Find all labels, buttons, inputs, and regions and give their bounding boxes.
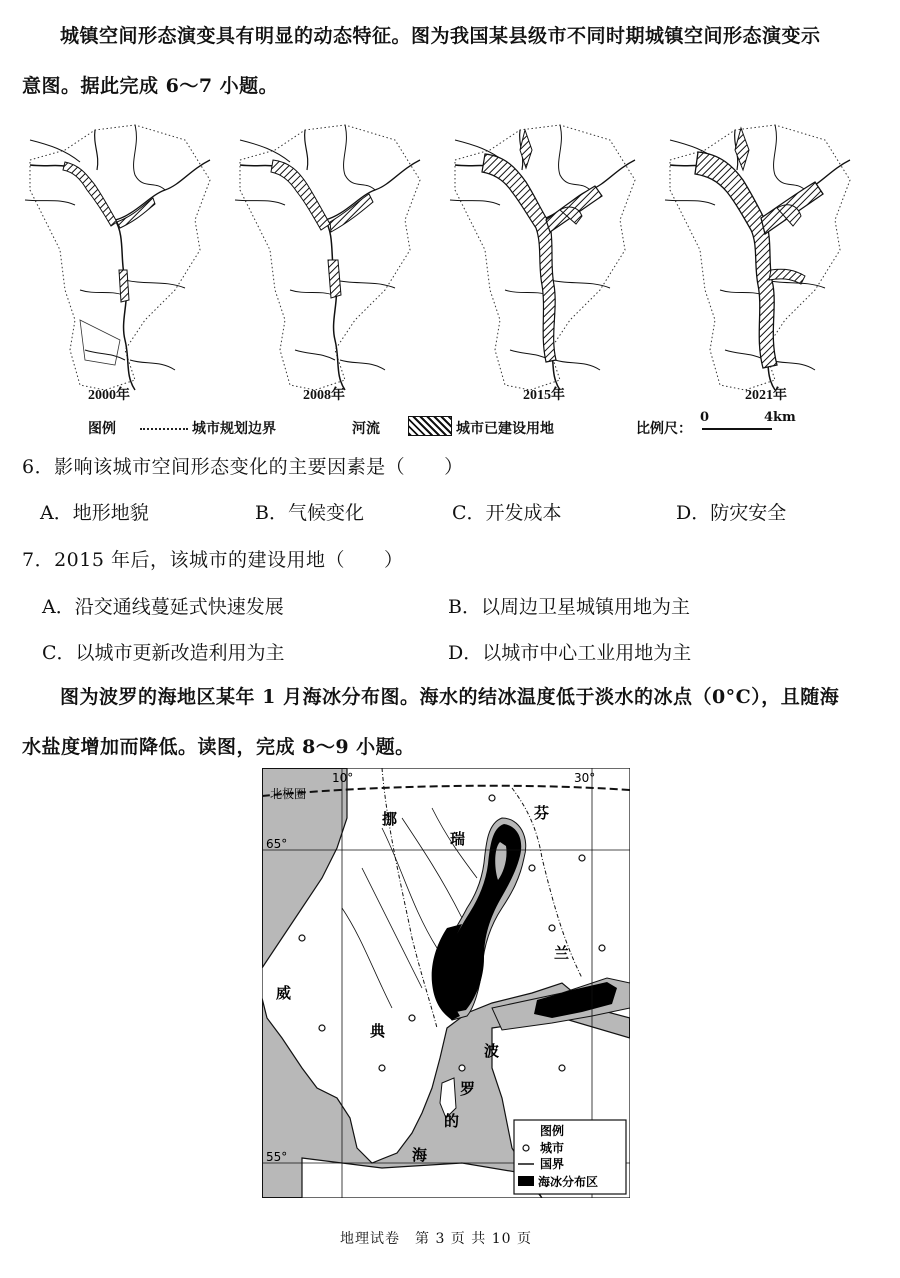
legend-river: 河流 bbox=[352, 421, 380, 437]
label-norway-1: 挪 bbox=[382, 810, 398, 828]
q7-option-a[interactable]: A．沿交通线蔓延式快速发展 bbox=[42, 596, 284, 618]
city-evolution-maps bbox=[20, 100, 890, 400]
label-finland-1: 芬 bbox=[534, 804, 550, 822]
scale-value: 4km bbox=[764, 410, 796, 425]
label-norway-2: 威 bbox=[276, 984, 292, 1002]
q7-option-c[interactable]: C．以城市更新改造利用为主 bbox=[42, 642, 285, 664]
lat-65-label: 65° bbox=[266, 837, 288, 851]
intro1-line1: 城镇空间形态演变具有明显的动态特征。图为我国某县级市不同时期城镇空间形态演变示 bbox=[60, 25, 821, 47]
q6-stem: 6．影响该城市空间形态变化的主要因素是（ ） bbox=[22, 456, 464, 478]
legend-boundary: 城市规划边界 bbox=[192, 421, 276, 437]
baltic-legend-city: 城市 bbox=[540, 1141, 565, 1155]
ice-legend-icon bbox=[518, 1176, 534, 1186]
scale-bar bbox=[702, 428, 772, 430]
map-2015 bbox=[450, 125, 635, 390]
year-label-2021: 2021年 bbox=[745, 388, 787, 403]
label-finland-2: 兰 bbox=[554, 944, 570, 962]
q6-option-a[interactable]: A．地形地貌 bbox=[40, 502, 149, 524]
baltic-legend-border: 国界 bbox=[540, 1157, 565, 1171]
intro2-line1: 图为波罗的海地区某年 1 月海冰分布图。海水的结冰温度低于淡水的冰点（0°C），且随海 bbox=[60, 686, 840, 708]
lat-55-label: 55° bbox=[266, 1150, 288, 1164]
q6-option-d[interactable]: D．防灾安全 bbox=[676, 502, 787, 524]
intro2-line2: 水盐度增加而降低。读图，完成 8～9 小题。 bbox=[22, 736, 415, 758]
year-label-2000: 2000年 bbox=[88, 388, 130, 403]
q7-stem: 7．2015 年后，该城市的建设用地（ ） bbox=[22, 549, 404, 571]
year-label-2008: 2008年 bbox=[303, 388, 345, 403]
label-baltic-1: 波 bbox=[484, 1042, 500, 1060]
map-2008 bbox=[235, 125, 420, 390]
lon-10-label: 10° bbox=[332, 771, 354, 785]
label-baltic-2: 罗 bbox=[460, 1080, 476, 1098]
q6-option-b[interactable]: B．气候变化 bbox=[255, 502, 364, 524]
baltic-legend-title: 图例 bbox=[540, 1124, 565, 1138]
intro1-line2: 意图。据此完成 6～7 小题。 bbox=[22, 75, 279, 97]
arctic-circle-label: 北极圈 bbox=[270, 787, 307, 801]
boundary-legend-symbol bbox=[140, 428, 188, 430]
legend-title: 图例 bbox=[88, 421, 116, 437]
baltic-sea-ice-map bbox=[262, 768, 630, 1198]
lon-30-label: 30° bbox=[574, 771, 596, 785]
baltic-legend-ice: 海冰分布区 bbox=[538, 1175, 599, 1189]
q7-option-b[interactable]: B．以周边卫星城镇用地为主 bbox=[448, 596, 690, 618]
scale-label: 比例尺： bbox=[636, 421, 692, 437]
scale-zero: 0 bbox=[700, 410, 710, 425]
map-2021 bbox=[665, 125, 850, 390]
label-baltic-3: 的 bbox=[444, 1112, 460, 1130]
q7-option-d[interactable]: D．以城市中心工业用地为主 bbox=[448, 642, 692, 664]
baltic-legend bbox=[514, 1120, 626, 1194]
city-legend-icon bbox=[523, 1145, 529, 1151]
label-sweden-2: 典 bbox=[370, 1022, 386, 1040]
city-maps-svg bbox=[20, 100, 890, 400]
baltic-map-svg bbox=[262, 768, 630, 1198]
built-legend-symbol bbox=[408, 416, 452, 436]
label-sweden-1: 瑞 bbox=[450, 830, 466, 848]
map-2000 bbox=[25, 125, 210, 390]
legend-built: 城市已建设用地 bbox=[456, 421, 554, 437]
q6-option-c[interactable]: C．开发成本 bbox=[452, 502, 562, 524]
year-label-2015: 2015年 bbox=[523, 388, 565, 403]
page-footer: 地理试卷 第 3 页 共 10 页 bbox=[340, 1231, 532, 1247]
label-baltic-4: 海 bbox=[412, 1146, 428, 1164]
